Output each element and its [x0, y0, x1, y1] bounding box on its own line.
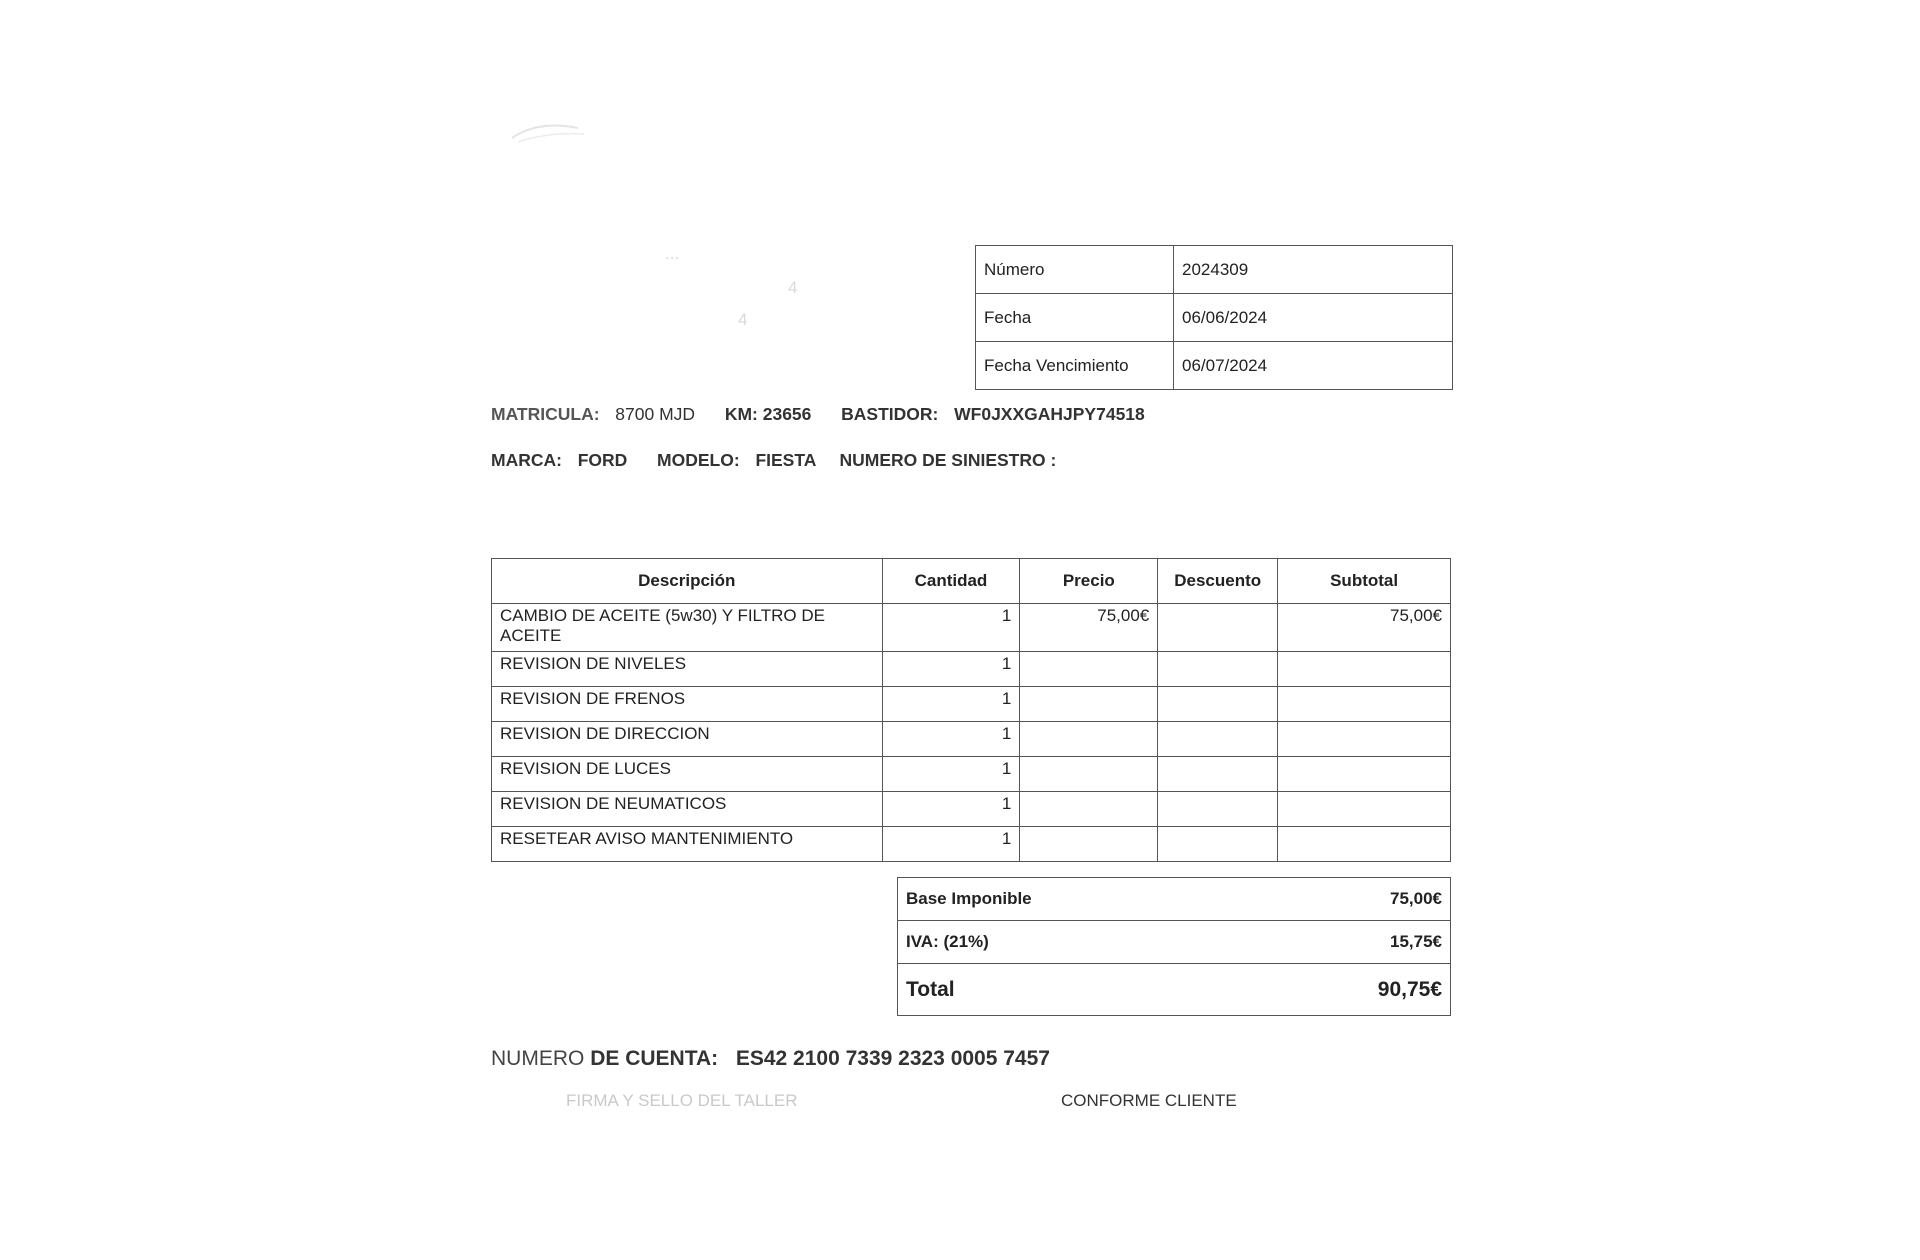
bastidor-label: BASTIDOR: [841, 404, 939, 424]
invoice-due-date-value: 06/07/2024 [1174, 342, 1453, 390]
item-quantity: 1 [882, 604, 1020, 652]
account-iban: ES42 2100 7339 2323 0005 7457 [735, 1047, 1050, 1070]
table-row [492, 827, 1451, 862]
table-row [492, 792, 1451, 827]
matricula-label: MATRICULA: [491, 404, 600, 424]
issuer-line-2: 4 [788, 278, 798, 297]
header-price: Precio [1020, 559, 1158, 604]
item-subtotal [1278, 652, 1451, 687]
account-label-part2: DE CUENTA: [590, 1047, 719, 1070]
item-description: REVISION DE NIVELES [492, 652, 883, 687]
item-quantity: 1 [882, 827, 1020, 862]
invoice-info-table [975, 245, 1453, 390]
invoice-date-label: Fecha [976, 294, 1174, 342]
item-price [1020, 687, 1158, 722]
item-description: REVISION DE DIRECCION [492, 722, 883, 757]
item-subtotal [1278, 757, 1451, 792]
modelo-value: FIESTA [755, 450, 816, 470]
issuer-line-1: ... [665, 244, 680, 263]
header-discount: Descuento [1158, 559, 1278, 604]
item-description: REVISION DE NEUMATICOS [492, 792, 883, 827]
item-discount [1158, 757, 1278, 792]
bank-account [491, 1047, 1050, 1071]
marca-label: MARCA: [491, 450, 562, 470]
invoice-date-row [976, 294, 1453, 342]
item-price [1020, 792, 1158, 827]
item-price [1020, 827, 1158, 862]
item-quantity: 1 [882, 722, 1020, 757]
workshop-signature-label: FIRMA Y SELLO DEL TALLER [566, 1091, 798, 1110]
marca-value: FORD [577, 450, 628, 470]
matricula-value: 8700 MJD [615, 404, 696, 424]
issuer-line-3: 4 [738, 310, 748, 329]
item-description: REVISION DE FRENOS [492, 687, 883, 722]
item-quantity: 1 [882, 652, 1020, 687]
item-subtotal [1278, 792, 1451, 827]
item-discount [1158, 722, 1278, 757]
iva-label: IVA: (21%) [898, 921, 1251, 964]
item-subtotal [1278, 722, 1451, 757]
items-table [491, 558, 1451, 862]
iva-row [898, 921, 1451, 964]
item-price [1020, 757, 1158, 792]
vehicle-line-1 [491, 404, 1145, 425]
invoice-date-value: 06/06/2024 [1174, 294, 1453, 342]
km-label: KM: [724, 404, 758, 424]
base-label: Base Imponible [898, 878, 1251, 921]
bastidor-value: WF0JXXGAHJPY74518 [954, 404, 1145, 424]
item-price [1020, 722, 1158, 757]
total-row [898, 964, 1451, 1016]
item-discount [1158, 652, 1278, 687]
vehicle-line-2 [491, 450, 1056, 471]
table-row [492, 604, 1451, 652]
iva-value: 15,75€ [1250, 921, 1450, 964]
base-value: 75,00€ [1250, 878, 1450, 921]
item-description: REVISION DE LUCES [492, 757, 883, 792]
table-row [492, 757, 1451, 792]
company-logo-icon [508, 118, 588, 148]
invoice-number-value: 2024309 [1174, 246, 1453, 294]
km-value: 23656 [762, 404, 812, 424]
items-header-row [492, 559, 1451, 604]
item-quantity: 1 [882, 757, 1020, 792]
item-price [1020, 652, 1158, 687]
base-row [898, 878, 1451, 921]
item-quantity: 1 [882, 792, 1020, 827]
totals-table [897, 877, 1451, 1016]
siniestro-label: NUMERO DE SINIESTRO : [839, 450, 1057, 470]
invoice-number-row [976, 246, 1453, 294]
item-discount [1158, 792, 1278, 827]
item-discount [1158, 604, 1278, 652]
header-quantity: Cantidad [882, 559, 1020, 604]
invoice-number-label: Número [976, 246, 1174, 294]
item-subtotal [1278, 827, 1451, 862]
header-subtotal: Subtotal [1278, 559, 1451, 604]
total-value: 90,75€ [1250, 964, 1450, 1016]
item-discount [1158, 827, 1278, 862]
item-description: RESETEAR AVISO MANTENIMIENTO [492, 827, 883, 862]
invoice-due-date-label: Fecha Vencimiento [976, 342, 1174, 390]
item-subtotal [1278, 687, 1451, 722]
client-signature-label: CONFORME CLIENTE [1061, 1091, 1237, 1110]
header-description: Descripción [492, 559, 883, 604]
table-row [492, 652, 1451, 687]
table-row [492, 722, 1451, 757]
account-label-part1: NUMERO [491, 1047, 585, 1070]
table-row [492, 687, 1451, 722]
item-subtotal: 75,00€ [1278, 604, 1451, 652]
item-price: 75,00€ [1020, 604, 1158, 652]
modelo-label: MODELO: [657, 450, 740, 470]
item-description: CAMBIO DE ACEITE (5w30) Y FILTRO DE ACEITE [492, 604, 883, 652]
total-label: Total [898, 964, 1251, 1016]
item-discount [1158, 687, 1278, 722]
invoice-due-date-row [976, 342, 1453, 390]
item-quantity: 1 [882, 687, 1020, 722]
